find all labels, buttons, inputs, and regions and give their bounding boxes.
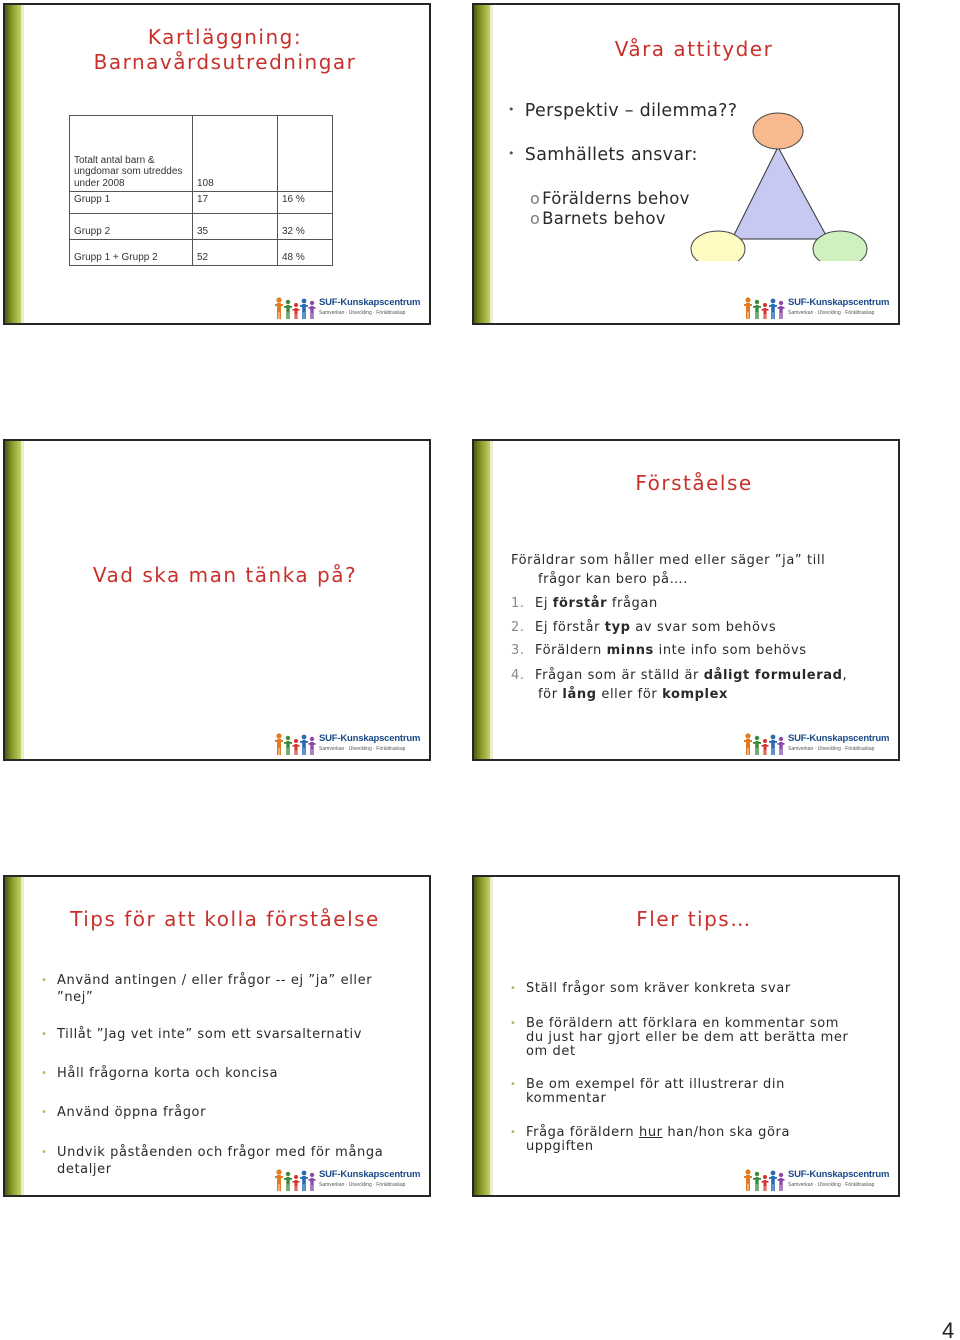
sub-bullet-marker-icon: o [530,189,541,208]
list-item [511,641,807,660]
logo-tagline: Samverkan · Utveckling · Föräldraskap [319,746,406,752]
tip-text: Håll frågorna korta och koncisa [57,1066,279,1081]
diagram-triangle [732,147,828,239]
table-cell: Grupp 2 [70,214,193,240]
list-emphasis: komplex [662,687,728,702]
bullet-dot-icon: • [41,1068,48,1079]
tip-item [41,1026,363,1043]
sub-bullet-item [530,189,690,208]
family-figures-icon [744,296,786,320]
logo-tagline: Samverkan · Utveckling · Föräldraskap [319,1182,406,1188]
logo-tagline: Samverkan · Utveckling · Föräldraskap [788,746,875,752]
table-cell: 16 % [278,192,333,214]
table-cell: 35 [193,214,278,240]
table-cell: Grupp 1 [70,192,193,214]
statistics-table [69,115,333,266]
slide-vad-ska-man-tanka [3,439,431,761]
slide-accent-band [474,441,490,759]
tip-text: du just har gjort eller be dem att berätta mer [526,1030,849,1045]
tip-item [510,1125,791,1154]
table-row [70,214,333,240]
sub-bullet-text: Förälderns behov [542,189,690,208]
logo-name: SUF-Kunskapscentrum [319,1169,421,1180]
list-text: inte info som behövs [653,643,807,658]
page-number: 4 [942,1318,955,1340]
tip-text: Använd öppna frågor [57,1105,207,1120]
list-text: för [538,687,563,702]
list-number: 3. [511,643,525,658]
table-cell: 48 % [278,240,333,266]
tip-item [510,1016,849,1059]
tip-text: Undvik påståenden och frågor med för många [57,1145,384,1160]
tip-item [510,981,791,996]
bullet-dot-icon: • [41,975,48,986]
sub-bullet-text: Barnets behov [542,209,666,228]
slide-vara-attityder [472,3,900,325]
slide-title: Förståelse [635,471,753,495]
bullet-item [508,145,698,165]
slide-title: Tips för att kolla förståelse [70,907,380,931]
tip-item [510,1077,785,1106]
title-line-1: Kartläggning: [147,25,303,49]
list-text: av svar som behövs [630,620,777,635]
bullet-dot-icon: • [508,103,515,116]
bullet-text: Perspektiv – dilemma?? [524,101,738,121]
tip-text: Be föräldern att förklara en kommentar som [526,1016,840,1031]
tip-text: Tillåt ”Jag vet inte” som ett svarsalternativ [57,1027,363,1042]
table-cell: 52 [193,240,278,266]
suf-logo [275,732,421,756]
table-cell: Grupp 1 + Grupp 2 [70,240,193,266]
list-item-continuation [538,685,728,704]
suf-logo [275,296,421,320]
tip-text: Använd antingen / eller frågor -- ej ”ja” eller [57,973,373,988]
logo-name: SUF-Kunskapscentrum [788,1169,890,1180]
slide-kartlaggning [3,3,431,325]
bullet-text: Samhällets ansvar: [524,145,698,165]
slide-forstaelse [472,439,900,761]
list-text: Ej [535,596,553,611]
family-figures-icon [275,1168,317,1192]
list-text: eller för [596,687,663,702]
slide-accent-band [5,5,21,323]
bullet-dot-icon: • [510,1079,517,1090]
tip-text: om det [526,1044,576,1059]
list-emphasis: förstår [552,596,608,611]
bullet-dot-icon: • [510,1127,517,1138]
bullet-dot-icon: • [41,1147,48,1158]
family-figures-icon [275,732,317,756]
list-item [511,594,658,613]
logo-name: SUF-Kunskapscentrum [319,297,421,308]
list-item [511,666,847,685]
slide-title: Vad ska man tänka på? [92,563,358,587]
list-number: 2. [511,620,525,635]
suf-logo [744,732,890,756]
list-text: frågan [607,596,658,611]
tip-text [526,1126,790,1140]
triangle-diagram [686,111,886,261]
intro-line: Föräldrar som håller med eller säger ”ja” till [511,553,826,568]
table-cell [278,116,333,192]
family-figures-icon [275,296,317,320]
tip-underlined-word: hur [638,1125,663,1140]
list-text: Frågan som är ställd är [535,668,704,683]
tip-text: Be om exempel för att illustrerar din [526,1077,785,1092]
bullet-dot-icon: • [510,1018,517,1029]
intro-line: frågor kan bero på…. [538,572,688,587]
list-item [511,618,776,637]
table-cell: 32 % [278,214,333,240]
logo-tagline: Samverkan · Utveckling · Föräldraskap [319,310,406,316]
bullet-dot-icon: • [508,147,515,160]
list-emphasis: lång [562,687,597,702]
table-cell: Totalt antal barn & ungdomar som utreddes under 2008 [70,116,193,192]
slide-title [21,25,429,75]
tip-text-part: han/hon ska göra [662,1125,791,1140]
bullet-item [508,101,737,121]
tip-text: ”nej” [57,990,94,1005]
tip-text-part: Fråga föräldern [526,1125,639,1140]
slide-accent-band [474,877,490,1195]
slide-accent-band [5,877,21,1195]
table-row [70,240,333,266]
family-figures-icon [744,1168,786,1192]
table-row [70,116,333,192]
list-text: , [842,668,848,683]
list-text: Föräldern [535,643,607,658]
suf-logo [744,1168,890,1192]
table-cell: 17 [193,192,278,214]
list-emphasis: typ [604,620,631,635]
tip-text: detaljer [57,1162,112,1177]
slide-tips-forstaelse [3,875,431,1197]
suf-logo [275,1168,421,1192]
title-line-2: Barnavårdsutredningar [93,50,357,74]
list-text: Ej förstår [535,620,605,635]
tip-text: Ställ frågor som kräver konkreta svar [526,981,791,996]
slide-title: Våra attityder [614,37,774,61]
family-figures-icon [744,732,786,756]
logo-name: SUF-Kunskapscentrum [788,297,890,308]
list-emphasis: minns [606,643,654,658]
sub-bullet-item [530,209,666,228]
logo-name: SUF-Kunskapscentrum [788,733,890,744]
slide-fler-tips [472,875,900,1197]
bullet-dot-icon: • [510,983,517,994]
bullet-dot-icon: • [41,1029,48,1040]
table-cell: 108 [193,116,278,192]
bullet-dot-icon: • [41,1107,48,1118]
list-number: 1. [511,596,525,611]
slide-accent-band [5,441,21,759]
suf-logo [744,296,890,320]
tip-text: kommentar [526,1091,607,1106]
sub-bullet-marker-icon: o [530,209,541,228]
logo-tagline: Samverkan · Utveckling · Föräldraskap [788,310,875,316]
logo-name: SUF-Kunskapscentrum [319,733,421,744]
logo-tagline: Samverkan · Utveckling · Föräldraskap [788,1182,875,1188]
list-number: 4. [511,668,525,683]
slide-title: Fler tips… [636,907,752,931]
table-row [70,192,333,214]
diagram-circle-top [753,113,803,149]
slide-accent-band [474,5,490,323]
tip-item [41,1065,279,1082]
tip-text: uppgiften [526,1139,594,1154]
tip-item [41,972,373,1006]
list-emphasis: dåligt formulerad [703,668,843,683]
tip-item [41,1104,207,1121]
